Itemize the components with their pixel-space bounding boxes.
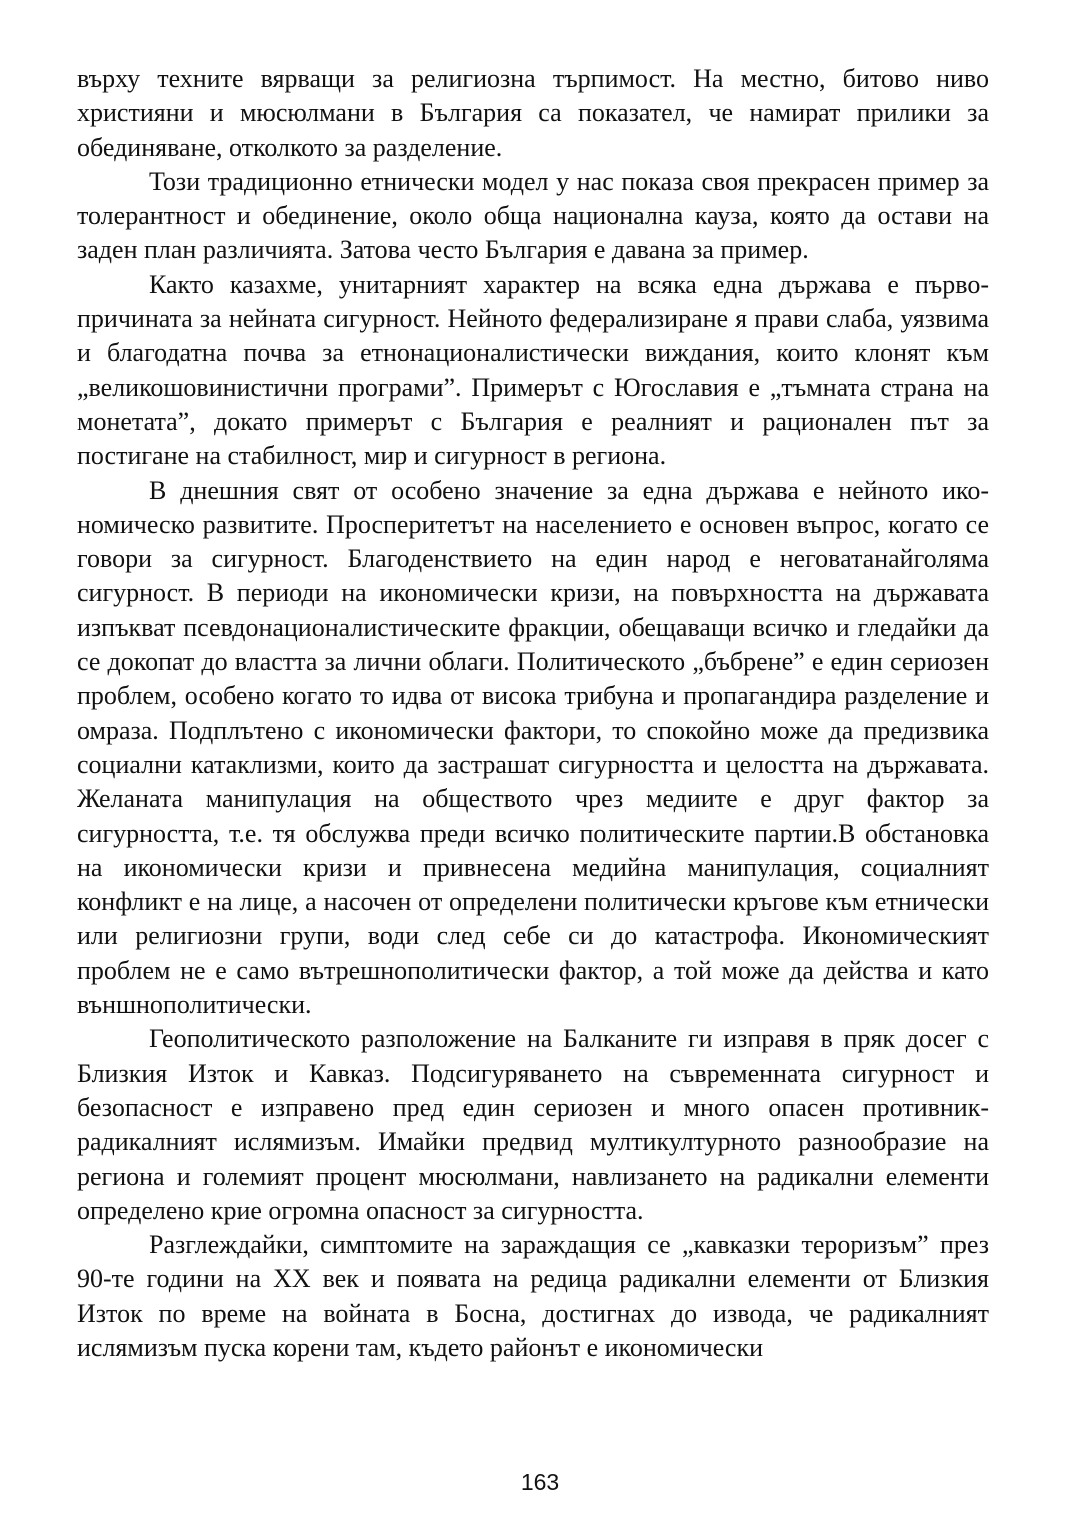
paragraph: Както казахме, унитарният характер на всяка една държава е първопричината за нейната сигурност. Нейното федерализиране я прави слаба, уязвима и благодатна почва за етнонационалистически виждания, които клонят към „великошовинистични програми”. Примерът с Югославия е „тъмната страна на монетата”, докато примерът с България е реалният и рационален път за постигане на стабилност, мир и сигурност в региона. <box>77 269 989 471</box>
paragraph: Този традиционно етнически модел у нас показа своя прекрасен пример за толерантност и обединение, около обща национална кауза, която да остави на заден план различията. Затова често България е давана за пример. <box>77 166 989 265</box>
paragraph: Разглеждайки, симптомите на зараждащия се „кавказки тероризъм” през 90-те години на XX век и появата на редица радикални елементи от Близкия Изток по време на войната в Босна, достигнах до извода, че радикалният ислямизъм пуска корени там, където районът е икономически <box>77 1230 989 1362</box>
paragraph-continued: върху техните вярващи за религиозна търпимост. На местно, битово ниво християни и мюсюлмани в България са показател, че намират прилики за обединяване, отколкото за разделение. <box>77 64 989 162</box>
page-body <box>77 62 989 1365</box>
paragraph: Геополитическото разположение на Балканите ги изправя в пряк досег с Близкия Изток и Кавказ. Подсигуряването на съвременната сигурност и безопасност е изправено пред един сериозен и много опасен противник-радикалният ислямизъм. Имайки предвид мултикултурното разнообразие на региона и големият процент мюсюлмани, навлизането на радикални елементи определено крие огромна опасност за сигурността. <box>77 1024 989 1225</box>
paragraph: В днешния свят от особено значение за една държава е нейното икономическо развитите. Просперитетът на населението е основен въпрос, когато се говори за сигурност. Благоденствието на един народ е неговатанайголяма сигурност. В периоди на икономически кризи, на повърхността на държавата изпъкват псевдонационалистическите фракции, обещаващи всичко и гледайки да се докопат до властта за лични облаги. Политическото „бъбрене” е един сериозен проблем, особено когато то идва от висока трибуна и пропагандира разделение и омраза. Подплътено с икономически фактори, то спокойно може да предизвика социални катаклизми, които да застрашат сигурността и целостта на държавата. Желаната манипулация на обществото чрез медиите е друг фактор за сигурността, т.е. тя обслужва преди всичко политическите партии.В обстановка на икономически кризи и привнесена медийна манипулация, социалният конфликт е на лице, а насочен от определени политически кръгове към етнически или религиозни групи, води след себе си до катастрофа. Икономическият проблем не е само вътрешнополитически фактор, а той може да действа и като външнополитически. <box>77 475 989 1020</box>
page-number: 163 <box>520 1469 560 1495</box>
